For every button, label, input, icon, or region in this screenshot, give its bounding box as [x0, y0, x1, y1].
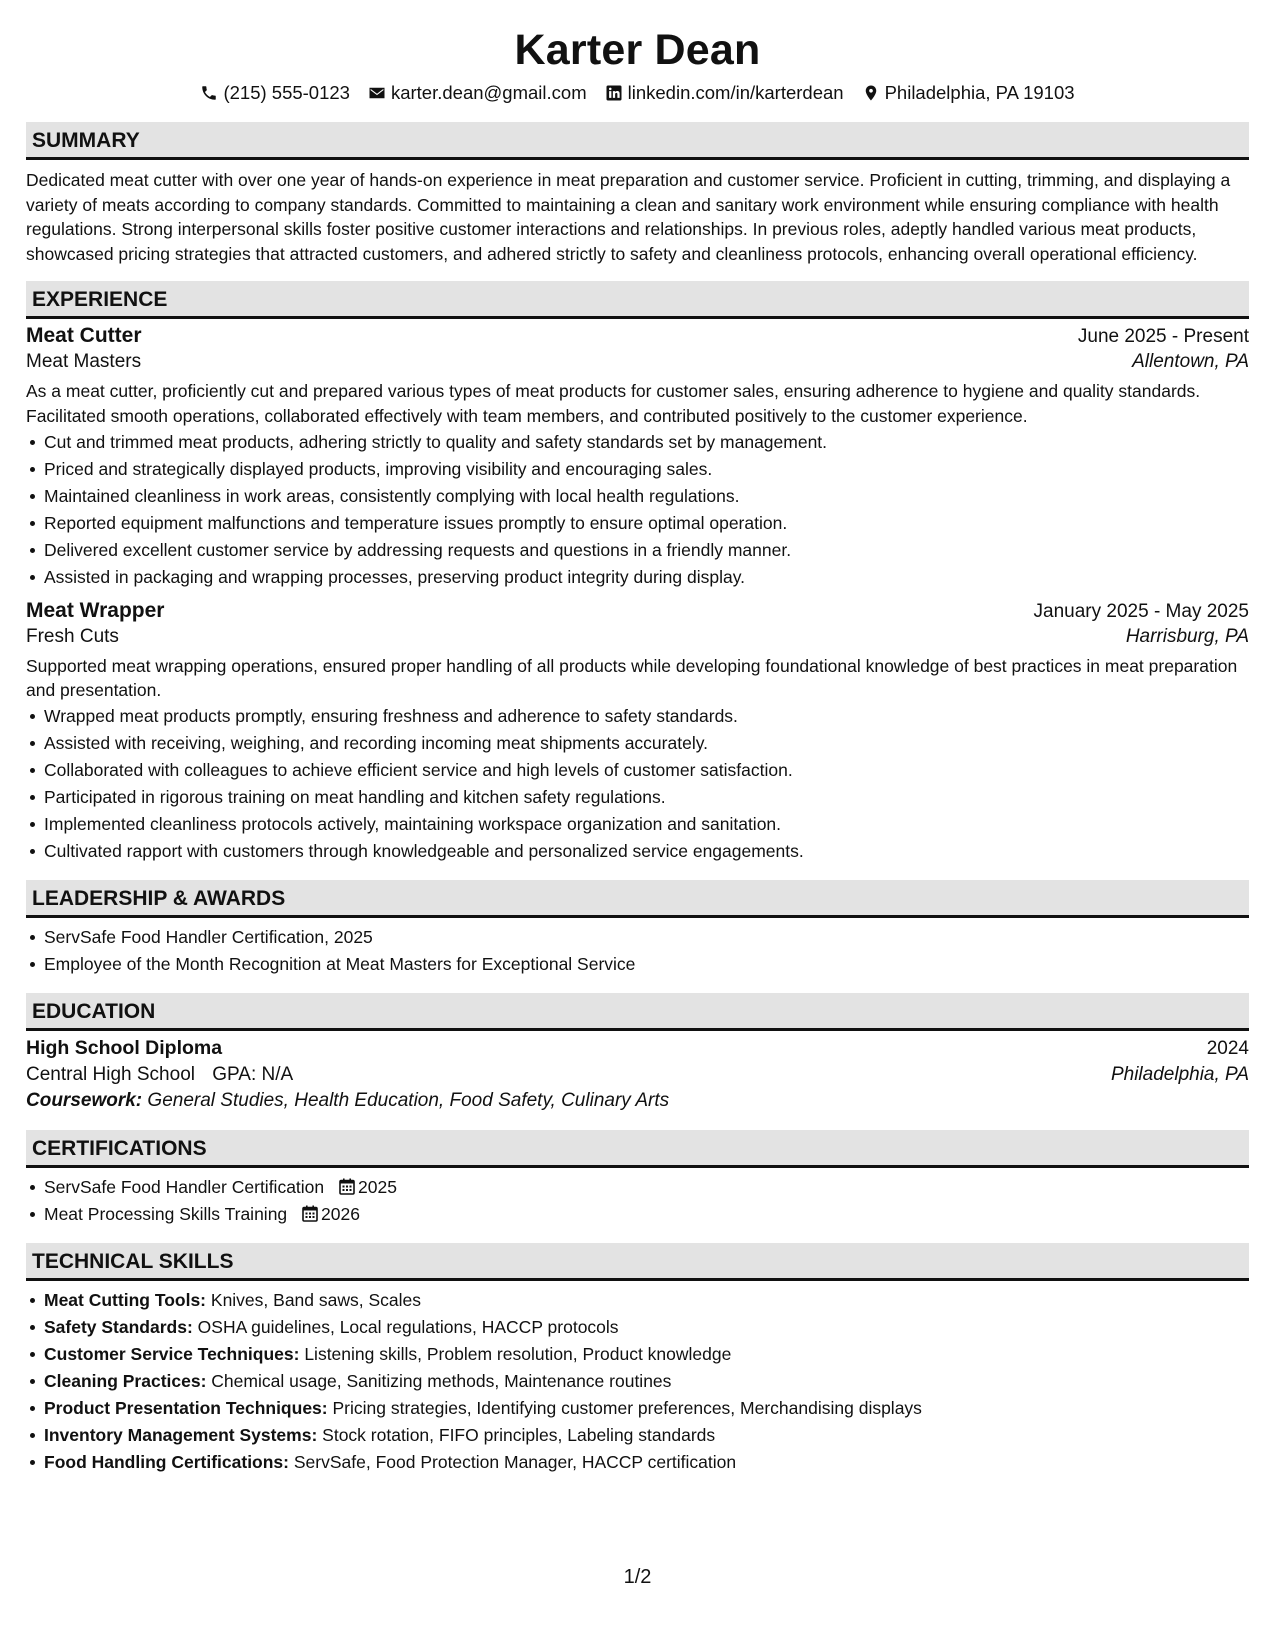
email-text[interactable]: karter.dean@gmail.com — [390, 82, 587, 103]
job-header — [26, 599, 1249, 623]
list-item: Priced and strategically displayed products, improving visibility and encouraging sales. — [44, 456, 1249, 483]
contact-bar — [26, 80, 1249, 106]
contact-linkedin[interactable] — [605, 82, 844, 104]
job-header — [26, 324, 1249, 348]
resume-page — [26, 0, 1249, 1476]
list-item — [44, 1422, 1249, 1449]
list-item — [44, 1449, 1249, 1476]
job-subheader — [26, 351, 1249, 373]
skill-value: Listening skills, Problem resolution, Product knowledge — [304, 1343, 732, 1364]
list-item: Implemented cleanliness protocols actively, maintaining workspace organization and sanitation. — [44, 811, 1249, 838]
coursework — [26, 1090, 1249, 1112]
certification-year: 2025 — [358, 1176, 397, 1197]
job-entry — [26, 324, 1249, 590]
summary-text: Dedicated meat cutter with over one year of hands-on experience in meat preparation and customer service. Proficient in cutting, trimming, and displaying a variety of meats according to company standards. Committed to maintaining a clean and sanitary work environment while ensuring compliance with health regulations. Strong interpersonal skills foster positive customer interactions and relationships. In previous roles, adeptly handled various meat products, showcased pricing strategies that attracted customers, and adhered strictly to safety and cleanliness protocols, enhancing overall operational efficiency. — [26, 170, 1231, 264]
skill-label: Safety Standards: — [44, 1316, 193, 1337]
skill-value: Knives, Band saws, Scales — [210, 1289, 421, 1310]
school-line — [26, 1064, 293, 1086]
leadership-heading: LEADERSHIP & AWARDS — [26, 880, 1249, 918]
list-item — [44, 1174, 1249, 1201]
list-item: Assisted with receiving, weighing, and recording incoming meat shipments accurately. — [44, 730, 1249, 757]
skill-value: Stock rotation, FIFO principles, Labeling standards — [322, 1424, 716, 1445]
location-text: Philadelphia, PA 19103 — [884, 82, 1075, 103]
list-item: Reported equipment malfunctions and temperature issues promptly to ensure optimal operation. — [44, 510, 1249, 537]
skill-value: Pricing strategies, Identifying customer preferences, Merchandising displays — [332, 1397, 922, 1418]
summary-heading: SUMMARY — [26, 122, 1249, 160]
skill-label: Meat Cutting Tools: — [44, 1289, 207, 1310]
list-item: Cultivated rapport with customers through knowledgeable and personalized service engagements. — [44, 838, 1249, 865]
skill-label: Food Handling Certifications: — [44, 1451, 289, 1472]
contact-location — [862, 82, 1075, 104]
list-item: Collaborated with colleagues to achieve efficient service and high levels of customer satisfaction. — [44, 757, 1249, 784]
phone-icon — [200, 84, 218, 102]
calendar-icon — [339, 1178, 355, 1195]
school-location: Philadelphia, PA — [1110, 1063, 1249, 1085]
coursework-label: Coursework: — [26, 1089, 143, 1111]
skill-label: Inventory Management Systems: — [44, 1424, 318, 1445]
certifications-list — [26, 1174, 1249, 1228]
job-subheader — [26, 626, 1249, 648]
list-item: Delivered excellent customer service by addressing requests and questions in a friendly manner. — [44, 537, 1249, 564]
list-item: ServSafe Food Handler Certification, 2025 — [44, 924, 1249, 951]
job-description: As a meat cutter, proficiently cut and prepared various types of meat products for customer sales, ensuring adherence to hygiene and quality standards. Facilitated smooth operations, collaborated effectively with team members, and contributed positively to the customer experience. — [26, 381, 1201, 426]
linkedin-icon — [605, 84, 623, 102]
list-item: Maintained cleanliness in work areas, consistently complying with local health regulations. — [44, 483, 1249, 510]
education-entry — [26, 1037, 1249, 1112]
school-name: Central High School — [26, 1063, 195, 1085]
list-item: Assisted in packaging and wrapping processes, preserving product integrity during display. — [44, 564, 1249, 591]
job-location: Harrisburg, PA — [1125, 625, 1249, 647]
certification-year: 2026 — [321, 1203, 360, 1224]
job-location: Allentown, PA — [1132, 351, 1249, 373]
list-item — [44, 1368, 1249, 1395]
job-company: Fresh Cuts — [26, 625, 119, 647]
education-subheader — [26, 1064, 1249, 1086]
job-dates: January 2025 - May 2025 — [1033, 600, 1249, 622]
list-item — [44, 1341, 1249, 1368]
skills-list — [26, 1287, 1249, 1476]
envelope-icon — [368, 84, 386, 102]
certification-name: Meat Processing Skills Training — [44, 1203, 288, 1224]
skills-heading: TECHNICAL SKILLS — [26, 1243, 1249, 1281]
job-entry — [26, 599, 1249, 865]
skill-value: Chemical usage, Sanitizing methods, Maintenance routines — [211, 1370, 672, 1391]
education-heading: EDUCATION — [26, 993, 1249, 1031]
list-item: Participated in rigorous training on meat handling and kitchen safety regulations. — [44, 784, 1249, 811]
coursework-text: General Studies, Health Education, Food Safety, Culinary Arts — [147, 1089, 670, 1111]
certification-name: ServSafe Food Handler Certification — [44, 1176, 325, 1197]
phone-text: (215) 555-0123 — [223, 82, 350, 103]
job-title: Meat Cutter — [26, 324, 142, 348]
gpa: GPA: N/A — [212, 1063, 294, 1085]
page-number: 1/2 — [623, 1566, 652, 1588]
list-item: Employee of the Month Recognition at Meat Masters for Exceptional Service — [44, 951, 1249, 978]
graduation-year: 2024 — [1206, 1037, 1249, 1059]
job-company: Meat Masters — [26, 351, 142, 373]
experience-heading: EXPERIENCE — [26, 281, 1249, 319]
map-pin-icon — [862, 84, 880, 102]
skill-value: ServSafe, Food Protection Manager, HACCP certification — [293, 1451, 737, 1472]
job-description: Supported meat wrapping operations, ensured proper handling of all products while developing foundational knowledge of best practices in meat preparation and presentation. — [26, 655, 1238, 701]
contact-email[interactable] — [368, 82, 587, 104]
education-header — [26, 1037, 1249, 1060]
skill-value: OSHA guidelines, Local regulations, HACCP protocols — [197, 1316, 619, 1337]
skill-label: Cleaning Practices: — [44, 1370, 207, 1391]
list-item: Cut and trimmed meat products, adhering strictly to quality and safety standards set by management. — [44, 429, 1249, 456]
list-item: Wrapped meat products promptly, ensuring freshness and adherence to safety standards. — [44, 703, 1249, 730]
list-item — [44, 1201, 1249, 1228]
job-title: Meat Wrapper — [26, 598, 165, 622]
job-bullets — [26, 703, 1249, 865]
skill-label: Product Presentation Techniques: — [44, 1397, 328, 1418]
certifications-heading: CERTIFICATIONS — [26, 1130, 1249, 1168]
job-dates: June 2025 - Present — [1077, 326, 1249, 348]
list-item — [44, 1314, 1249, 1341]
calendar-icon — [302, 1205, 318, 1222]
contact-phone — [200, 82, 350, 104]
leadership-list — [26, 924, 1249, 978]
list-item — [44, 1287, 1249, 1314]
linkedin-text[interactable]: linkedin.com/in/karterdean — [627, 82, 844, 103]
job-bullets — [26, 429, 1249, 591]
degree: High School Diploma — [26, 1036, 223, 1059]
candidate-name: Karter Dean — [514, 26, 761, 74]
skill-label: Customer Service Techniques: — [44, 1343, 300, 1364]
list-item — [44, 1395, 1249, 1422]
